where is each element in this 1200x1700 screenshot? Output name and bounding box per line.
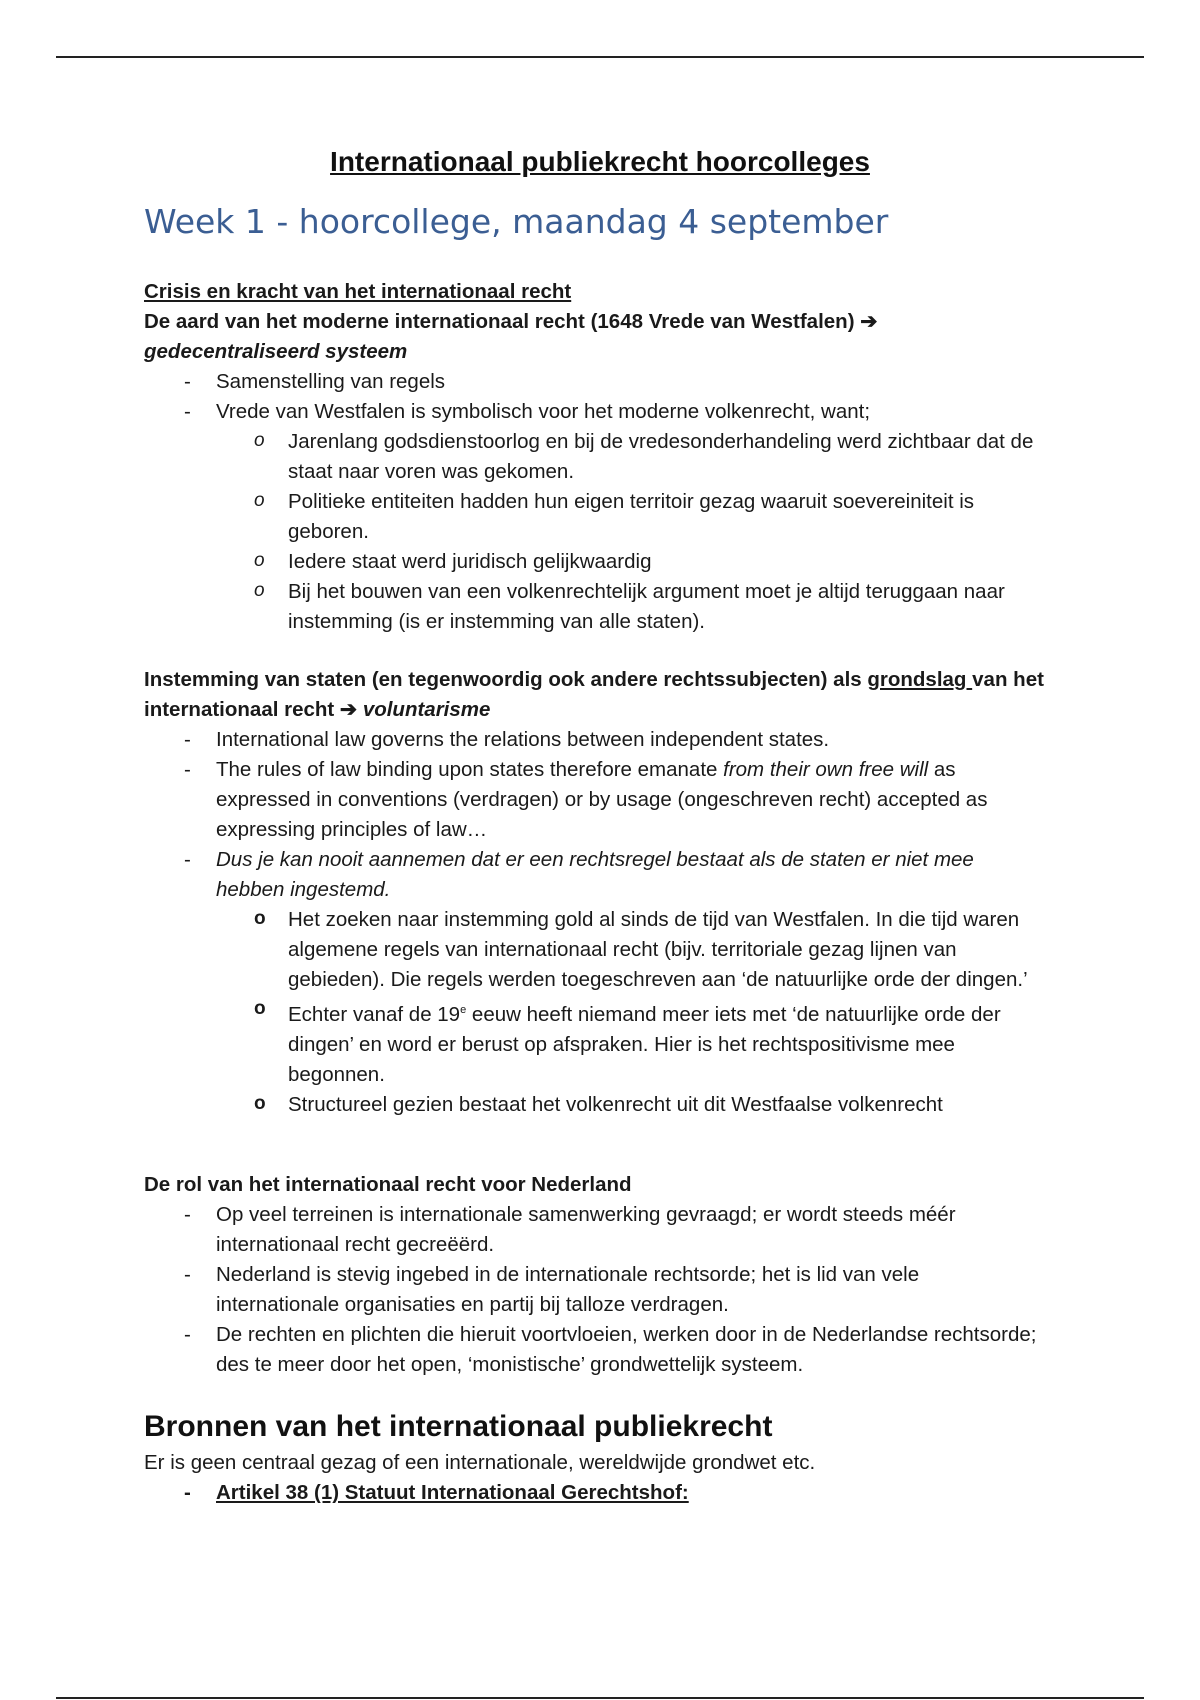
section-heading: Crisis en kracht van het internationaal recht: [144, 280, 572, 303]
heading-text: Instemming van staten (en tegenwoordig ook andere rechtssubjecten) als: [144, 668, 868, 691]
document-title: Internationaal publiekrecht hoorcolleges: [330, 146, 870, 177]
header-rule: [56, 56, 1144, 58]
list-item: [144, 755, 1044, 845]
bullet-list: [144, 1478, 1044, 1508]
sub-list-item: o Iedere staat werd juridisch gelijkwaardig: [144, 547, 1044, 577]
list-item: [144, 397, 1044, 637]
sub-bullet-list: [216, 905, 1044, 1120]
section-nederland: [144, 1170, 1044, 1380]
sub-list-item-text: Echter vanaf de 19: [288, 1002, 461, 1026]
section-intro: Er is geen centraal gezag of een internationale, wereldwijde grondwet etc.: [144, 1451, 816, 1474]
superscript: e: [460, 1004, 467, 1016]
section-bronnen: [144, 1448, 1044, 1508]
sub-list-item: o Bij het bouwen van een volkenrechtelijk argument moet je altijd teruggaan naar instemming (is er instemming van alle staten).: [144, 577, 1044, 637]
list-item-text: Vrede van Westfalen is symbolisch voor het moderne volkenrecht, want;: [216, 400, 871, 423]
list-item: - Artikel 38 (1) Statuut Internationaal Gerechtshof:: [144, 1478, 1044, 1508]
section-subheading: De aard van het moderne internationaal recht (1648 Vrede van Westfalen) ➔: [144, 310, 878, 333]
list-item: - De rechten en plichten die hieruit voortvloeien, werken door in de Nederlandse rechtsorde; des te meer door het open, ‘monistische’ grondwettelijk systeem.: [144, 1320, 1044, 1380]
section-heading: [144, 665, 1044, 725]
bullet-list: [144, 367, 1044, 637]
sub-list-item: o Structureel gezien bestaat het volkenrecht uit dit Westfaalse volkenrecht: [144, 1090, 1044, 1120]
heading-underlined-text: grondslag: [867, 668, 973, 691]
section-heading-bronnen: Bronnen van het internationaal publiekrecht: [144, 1410, 773, 1443]
list-item-text: as expressed in conventions (verdragen) or by usage (ongeschreven recht) accepted as expressing principles of law…: [216, 758, 988, 841]
list-item: - Nederland is stevig ingebed in de internationale rechtsorde; het is lid van vele internationale organisaties en partij bij talloze verdragen.: [144, 1260, 1044, 1320]
sub-list-item: [144, 995, 1044, 1090]
heading-text: van het internationaal recht ➔: [144, 668, 1044, 721]
sub-list-item-text: eeuw heeft niemand meer iets met ‘de natuurlijke orde der dingen’ en word er berust op afspraken. Hier is het rechtspositivisme mee begonnen.: [288, 1002, 1001, 1086]
list-item-text: The rules of law binding upon states therefore emanate: [216, 758, 724, 781]
section-crisis: [144, 277, 1044, 637]
week-heading: Week 1 - hoorcollege, maandag 4 september: [144, 202, 889, 241]
section-heading: De rol van het internationaal recht voor Nederland: [144, 1173, 632, 1196]
sub-list-item: o Politieke entiteiten hadden hun eigen territoir gezag waaruit soevereiniteit is geboren.: [144, 487, 1044, 547]
bullet-list: [144, 1200, 1044, 1380]
sub-list-item: o Het zoeken naar instemming gold al sinds de tijd van Westfalen. In die tijd waren algemene regels van internationaal recht (bijv. territoriale gezag lijnen van gebieden). Die regels werden toegeschreven aan ‘de natuurlijke orde der dingen.’: [144, 905, 1044, 995]
list-item: - Samenstelling van regels: [144, 367, 1044, 397]
list-item: - International law governs the relations between independent states.: [144, 725, 1044, 755]
list-item: - Op veel terreinen is internationale samenwerking gevraagd; er wordt steeds méér internationaal recht gecreëërd.: [144, 1200, 1044, 1260]
heading-italic-text: voluntarisme: [362, 698, 491, 721]
list-item-text: Dus je kan nooit aannemen dat er een rechtsregel bestaat als de staten er niet mee hebben ingestemd.: [216, 848, 974, 901]
bullet-list: [144, 725, 1044, 1120]
section-instemming: [144, 665, 1044, 1120]
list-item: [144, 845, 1044, 1120]
section-subheading-cont: gedecentraliseerd systeem: [144, 340, 408, 363]
sub-bullet-list: [216, 427, 1044, 637]
sub-list-item: o Jarenlang godsdienstoorlog en bij de vredesonderhandeling werd zichtbaar dat de staat naar voren was gekomen.: [144, 427, 1044, 487]
list-item-italic-text: from their own free will: [723, 758, 929, 781]
footer-rule: [56, 1697, 1144, 1699]
